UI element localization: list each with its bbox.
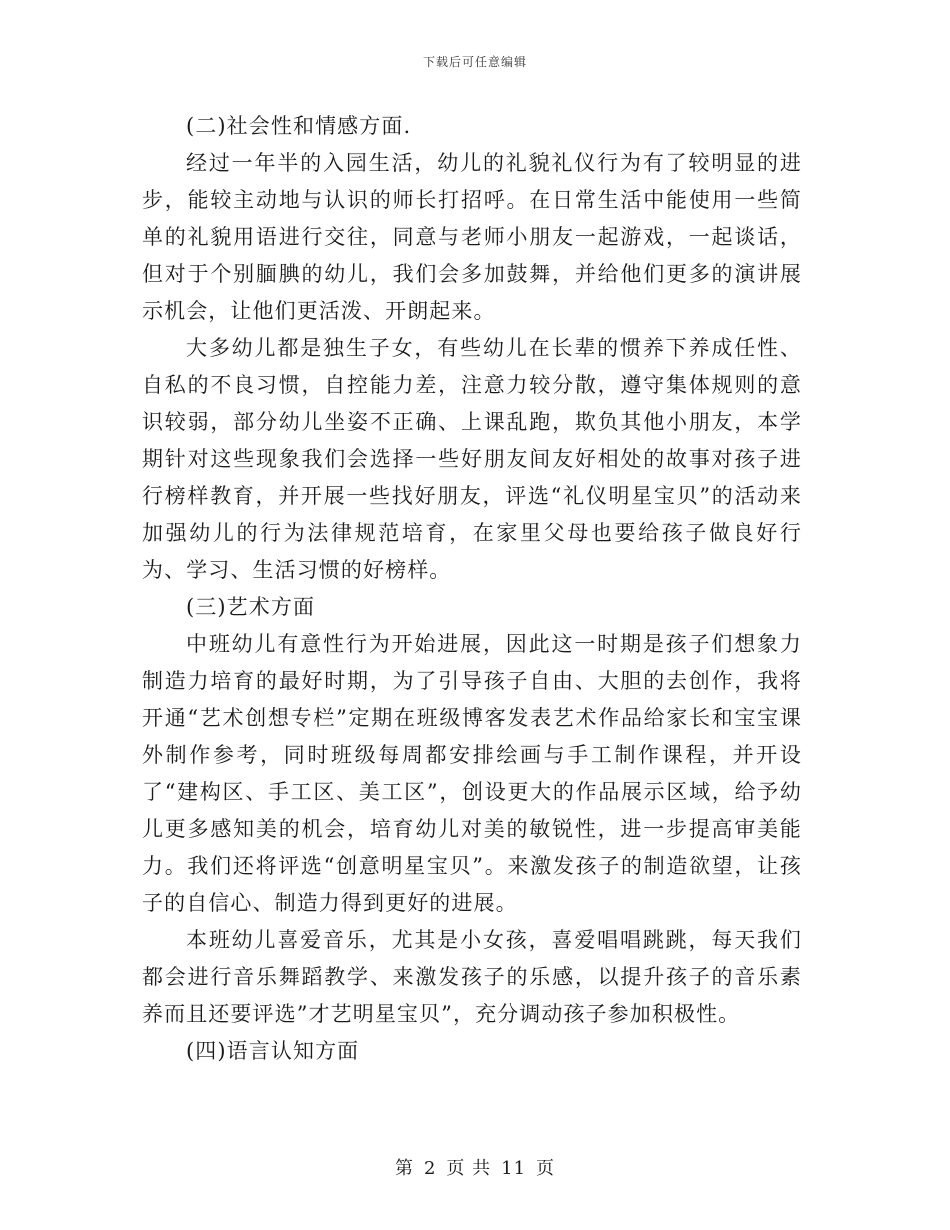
section-heading-language: (四)语言认知方面: [186, 1039, 360, 1063]
footer-suffix: 页: [536, 1158, 556, 1179]
footer-prefix: 第: [394, 1158, 414, 1179]
document-body: [142, 108, 802, 1070]
paragraph: 大多幼儿都是独生子女，有些幼儿在长辈的惯养下养成任性、自私的不良习惯，自控能力差，注意力较分散，遵守集体规则的意识较弱，部分幼儿坐姿不正确、上课乱跑，欺负其他小朋友，本学期针对这些现象我们会选择一些好朋友间友好相处的故事对孩子进行榜样教育，并开展一些找好朋友，评选“礼仪明星宝贝”的活动来加强幼儿的行为法律规范培育，在家里父母也要给孩子做良好行为、学习、生活习惯的好榜样。: [142, 336, 802, 582]
footer-page-number: 2: [423, 1158, 437, 1179]
paragraph: 本班幼儿喜爱音乐，尤其是小女孩，喜爱唱唱跳跳，每天我们都会进行音乐舞蹈教学、来激发孩子的乐感，以提升孩子的音乐素养而且还要评选”才艺明星宝贝”，充分调动孩子参加积极性。: [142, 928, 802, 1026]
section-heading-social: (二)社会性和情感方面.: [186, 114, 412, 138]
footer-middle: 页 共: [446, 1158, 492, 1179]
page-footer: [0, 1154, 950, 1180]
header-note: 下载后可任意编辑: [422, 55, 527, 69]
paragraph: 中班幼儿有意性行为开始进展，因此这一时期是孩子们想象力制造力培育的最好时期，为了引导孩子自由、大胆的去创作，我将开通“艺术创想专栏”定期在班级博客发表艺术作品给家长和宝宝课外制作参考，同时班级每周都安排绘画与手工制作课程，并开设了“建构区、手工区、美工区”，创设更大的作品展示区域，给予幼儿更多感知美的机会，培育幼儿对美的敏锐性，进一步提高审美能力。我们还将评选“创意明星宝贝”。来激发孩子的制造欲望，让孩子的自信心、制造力得到更好的进展。: [142, 632, 802, 915]
footer-total-pages: 11: [501, 1158, 527, 1179]
section-heading-art: (三)艺术方面: [186, 595, 316, 619]
paragraph: 经过一年半的入园生活，幼儿的礼貌礼仪行为有了较明显的进步，能较主动地与认识的师长打招呼。在日常生活中能使用一些简单的礼貌用语进行交往，同意与老师小朋友一起游戏，一起谈话，但对于个别腼腆的幼儿，我们会多加鼓舞，并给他们更多的演讲展示机会，让他们更活泼、开朗起来。: [142, 151, 802, 323]
